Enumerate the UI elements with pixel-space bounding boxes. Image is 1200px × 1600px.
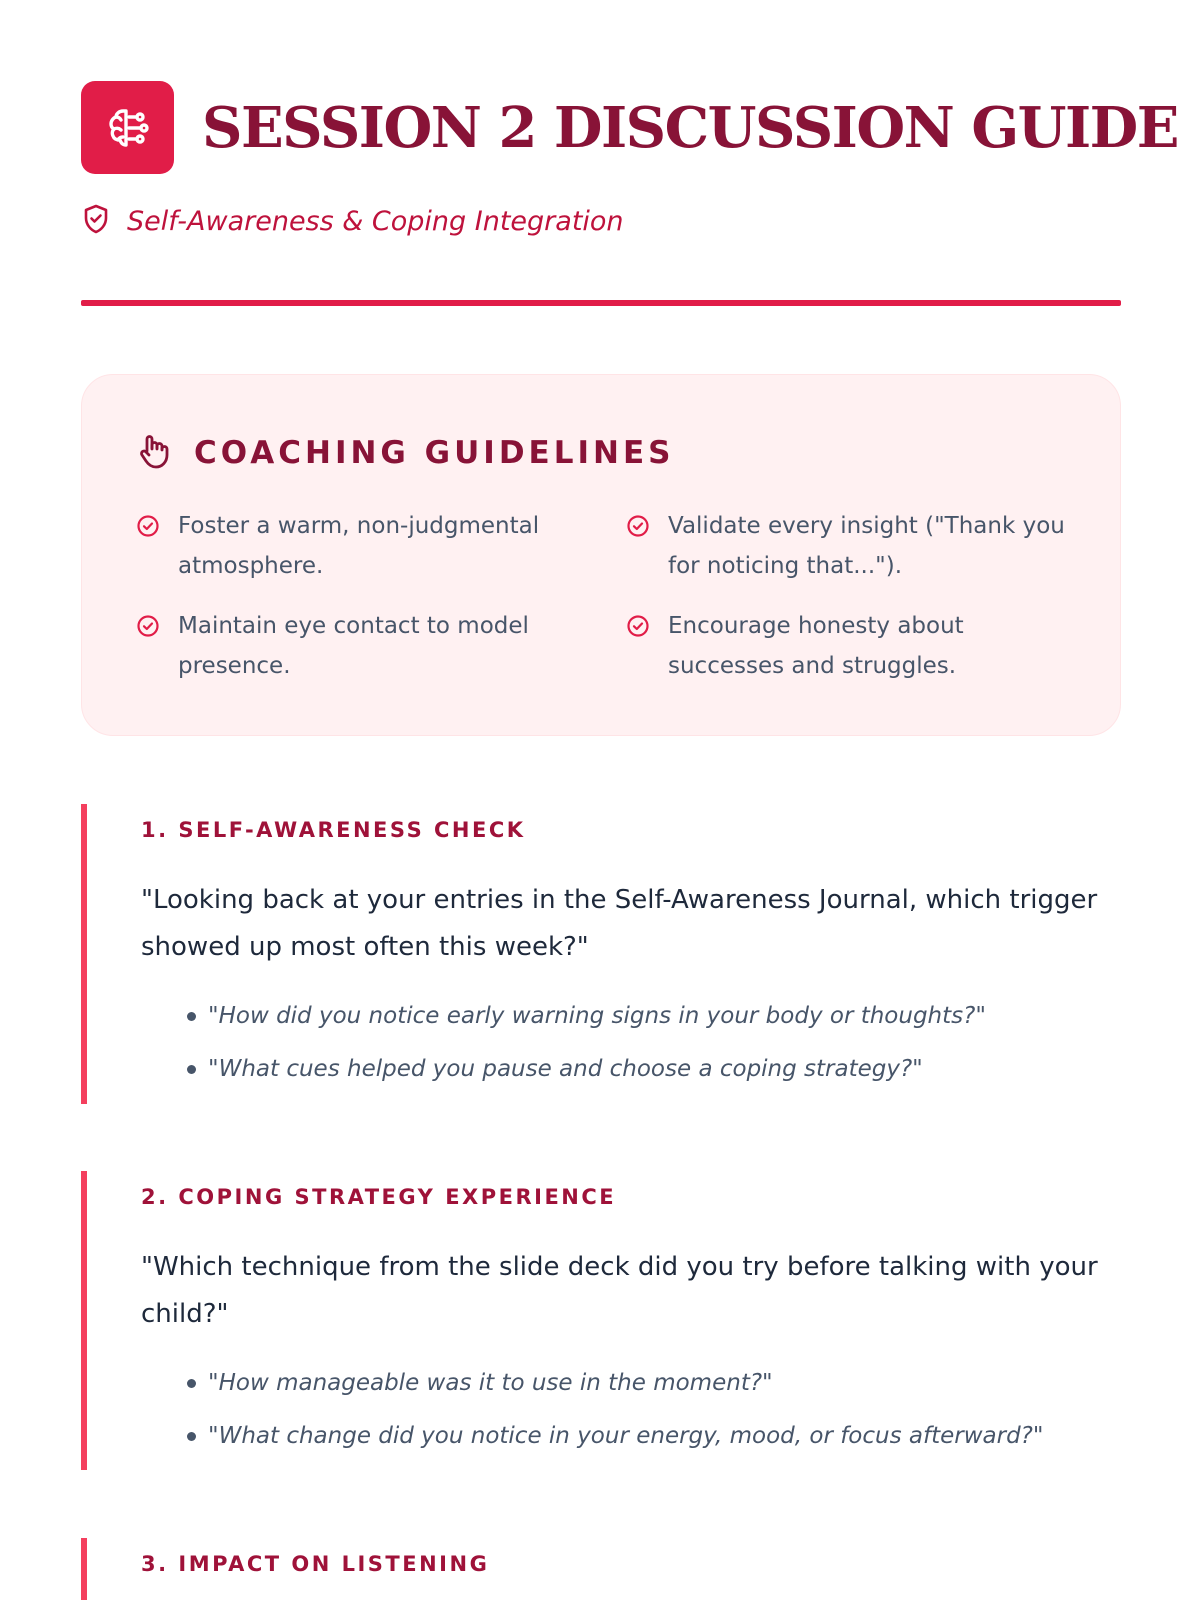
followup-text: "How manageable was it to use in the moment?" [208, 1370, 773, 1396]
followup-text: "What change did you notice in your energy, mood, or focus afterward?" [208, 1423, 1044, 1449]
followup-list [187, 1368, 1043, 1451]
list-item [187, 1054, 986, 1084]
header-divider [81, 300, 1121, 306]
followup-list [187, 1001, 986, 1084]
brain-icon [81, 81, 174, 174]
coaching-guidelines-card [81, 374, 1121, 736]
card-header [136, 431, 674, 475]
section-label: 2. COPING STRATEGY EXPERIENCE [141, 1185, 617, 1209]
bullet-icon [187, 1012, 196, 1021]
check-circle-icon [136, 614, 160, 642]
list-item [187, 1368, 1043, 1398]
discussion-section-1 [81, 804, 1121, 1104]
check-circle-icon [136, 514, 160, 542]
discussion-section-3 [81, 1538, 1121, 1600]
bullet-icon [187, 1379, 196, 1388]
page-header [81, 81, 1178, 174]
section-question: "Looking back at your entries in the Self-Awareness Journal, which trigger showed up most often this week?" [141, 885, 1098, 962]
list-item [187, 1001, 986, 1031]
followup-text: "What cues helped you pause and choose a coping strategy?" [208, 1056, 923, 1082]
section-label: 3. IMPACT ON LISTENING [141, 1552, 490, 1576]
guideline-text: Maintain eye contact to model presence. [178, 613, 529, 679]
guideline-item [136, 606, 566, 686]
guideline-item [626, 506, 1066, 586]
bullet-icon [187, 1432, 196, 1441]
bullet-icon [187, 1065, 196, 1074]
guideline-text: Validate every insight ("Thank you for noticing that..."). [668, 513, 1065, 579]
card-title: COACHING GUIDELINES [194, 435, 675, 471]
guideline-text: Encourage honesty about successes and struggles. [668, 613, 964, 679]
subtitle-text: Self-Awareness & Coping Integration [127, 205, 624, 237]
check-circle-icon [626, 614, 650, 642]
check-circle-icon [626, 514, 650, 542]
followup-text: "How did you notice early warning signs in your body or thoughts?" [208, 1003, 986, 1029]
guideline-item [136, 506, 566, 586]
guideline-item [626, 606, 1066, 686]
discussion-section-2 [81, 1171, 1121, 1470]
guideline-text: Foster a warm, non-judgmental atmosphere. [178, 513, 540, 579]
section-question: "Which technique from the slide deck did you try before talking with your child?" [141, 1252, 1098, 1329]
section-label: 1. SELF-AWARENESS CHECK [141, 818, 526, 842]
hand-icon [136, 431, 176, 475]
list-item [187, 1421, 1043, 1451]
page-subtitle [81, 203, 624, 239]
page-title: SESSION 2 DISCUSSION GUIDE [202, 94, 1178, 161]
shield-check-icon [81, 203, 111, 239]
